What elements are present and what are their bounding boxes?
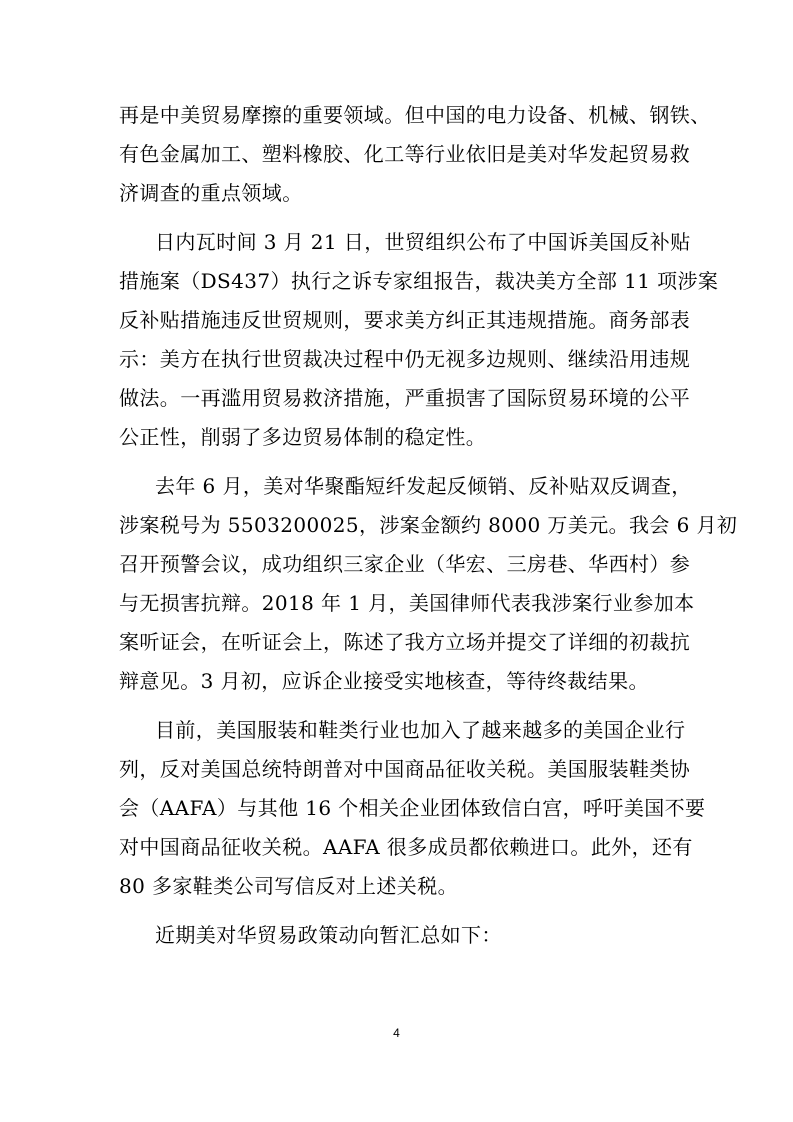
text-line: 涉案税号为 5503200025，涉案金额约 8000 万美元。我会 6 月初	[119, 513, 738, 537]
text-line: 做法。一再滥用贸易救济措施，严重损害了国际贸易环境的公平	[119, 386, 691, 410]
text-line: 会（AAFA）与其他 16 个相关企业团体致信白宫，呼吁美国不要	[119, 796, 706, 820]
page-number: 4	[393, 1026, 400, 1040]
body-text	[119, 96, 738, 955]
text-line: 再是中美贸易摩擦的重要领域。但中国的电力设备、机械、钢铁、	[119, 103, 711, 127]
text-line: 目前，美国服装和鞋类行业也加入了越来越多的美国企业行	[155, 718, 686, 742]
text-line: 辩意见。3 月初，应诉企业接受实地核查，等待终裁结果。	[119, 669, 649, 693]
text-line: 列，反对美国总统特朗普对中国商品征收关税。美国服装鞋类协	[119, 757, 691, 781]
text-line: 去年 6 月，美对华聚酯短纤发起反倾销、反补贴双反调查，	[155, 474, 692, 498]
text-line: 措施案（DS437）执行之诉专家组报告，裁决美方全部 11 项涉案	[119, 269, 719, 293]
text-line: 与无损害抗辩。2018 年 1 月，美国律师代表我涉案行业参加本	[119, 591, 695, 615]
text-line: 日内瓦时间 3 月 21 日，世贸组织公布了中国诉美国反补贴	[155, 230, 691, 254]
text-line: 案听证会，在听证会上，陈述了我方立场并提交了详细的初裁抗	[119, 630, 691, 654]
text-line: 对中国商品征收关税。AAFA 很多成员都依赖进口。此外，还有	[119, 835, 693, 859]
text-line: 济调查的重点领域。	[119, 181, 303, 205]
text-line: 80 多家鞋类公司写信反对上述关税。	[119, 874, 459, 898]
text-line: 有色金属加工、塑料橡胶、化工等行业依旧是美对华发起贸易救	[119, 142, 691, 166]
text-line: 示：美方在执行世贸裁决过程中仍无视多边规则、继续沿用违规	[119, 347, 691, 371]
text-line: 召开预警会议，成功组织三家企业（华宏、三房巷、华西村）参	[119, 552, 691, 576]
text-line: 反补贴措施违反世贸规则，要求美方纠正其违规措施。商务部表	[119, 308, 691, 332]
text-line: 公正性，削弱了多边贸易体制的稳定性。	[119, 425, 487, 449]
text-line: 近期美对华贸易政策动向暂汇总如下：	[155, 923, 502, 947]
